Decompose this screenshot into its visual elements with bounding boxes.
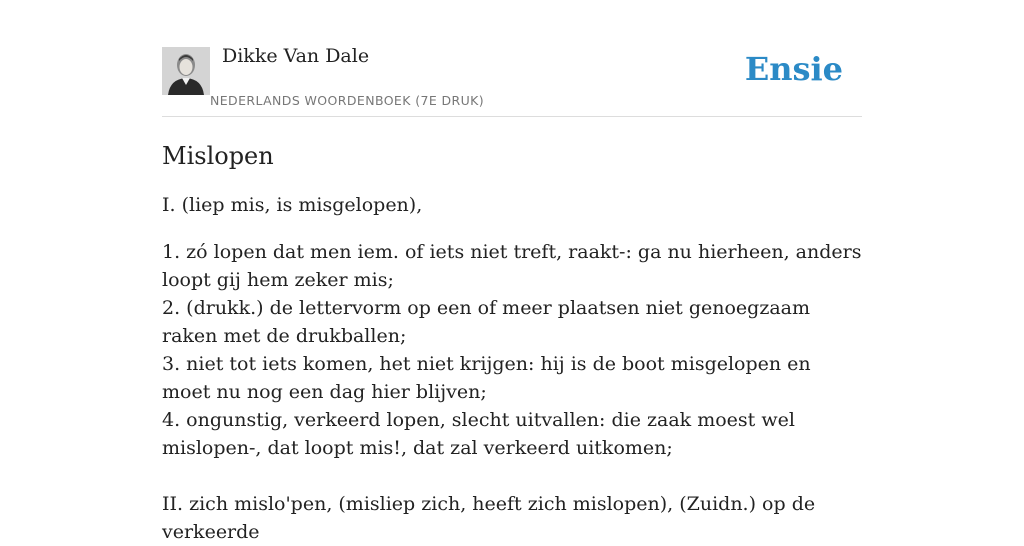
author-name[interactable]: Dikke Van Dale <box>222 45 370 67</box>
page <box>162 0 862 546</box>
entry-part-two: II. zich mislo'pen, (misliep zich, heeft zich mislopen), (Zuidn.) op de verkeerde <box>162 493 816 543</box>
header <box>162 0 862 117</box>
author-avatar[interactable] <box>162 47 210 95</box>
entry-title: Mislopen <box>162 142 274 170</box>
sense-item: 3. niet tot iets komen, het niet krijgen: hij is de boot misgelopen en moet nu nog een dag hier blijven; <box>162 353 811 403</box>
portrait-icon <box>162 47 210 95</box>
sense-item: 4. ongunstig, verkeerd lopen, slecht uitvallen: die zaak moest wel mislopen-, dat loopt mis!, dat zal verkeerd uitkomen; <box>162 409 795 459</box>
sense-item: 2. (drukk.) de lettervorm op een of meer plaatsen niet genoegzaam raken met de drukballen; <box>162 297 811 347</box>
dictionary-source[interactable]: NEDERLANDS WOORDENBOEK (7E DRUK) <box>210 93 485 108</box>
entry-forms: I. (liep mis, is misgelopen), <box>162 194 423 216</box>
ensie-logo-link[interactable]: Ensie <box>744 50 843 88</box>
sense-item: 1. zó lopen dat men iem. of iets niet treft, raakt-: ga nu hierheen, anders loopt gij hem zeker mis; <box>162 241 862 291</box>
sense-list <box>162 238 862 462</box>
